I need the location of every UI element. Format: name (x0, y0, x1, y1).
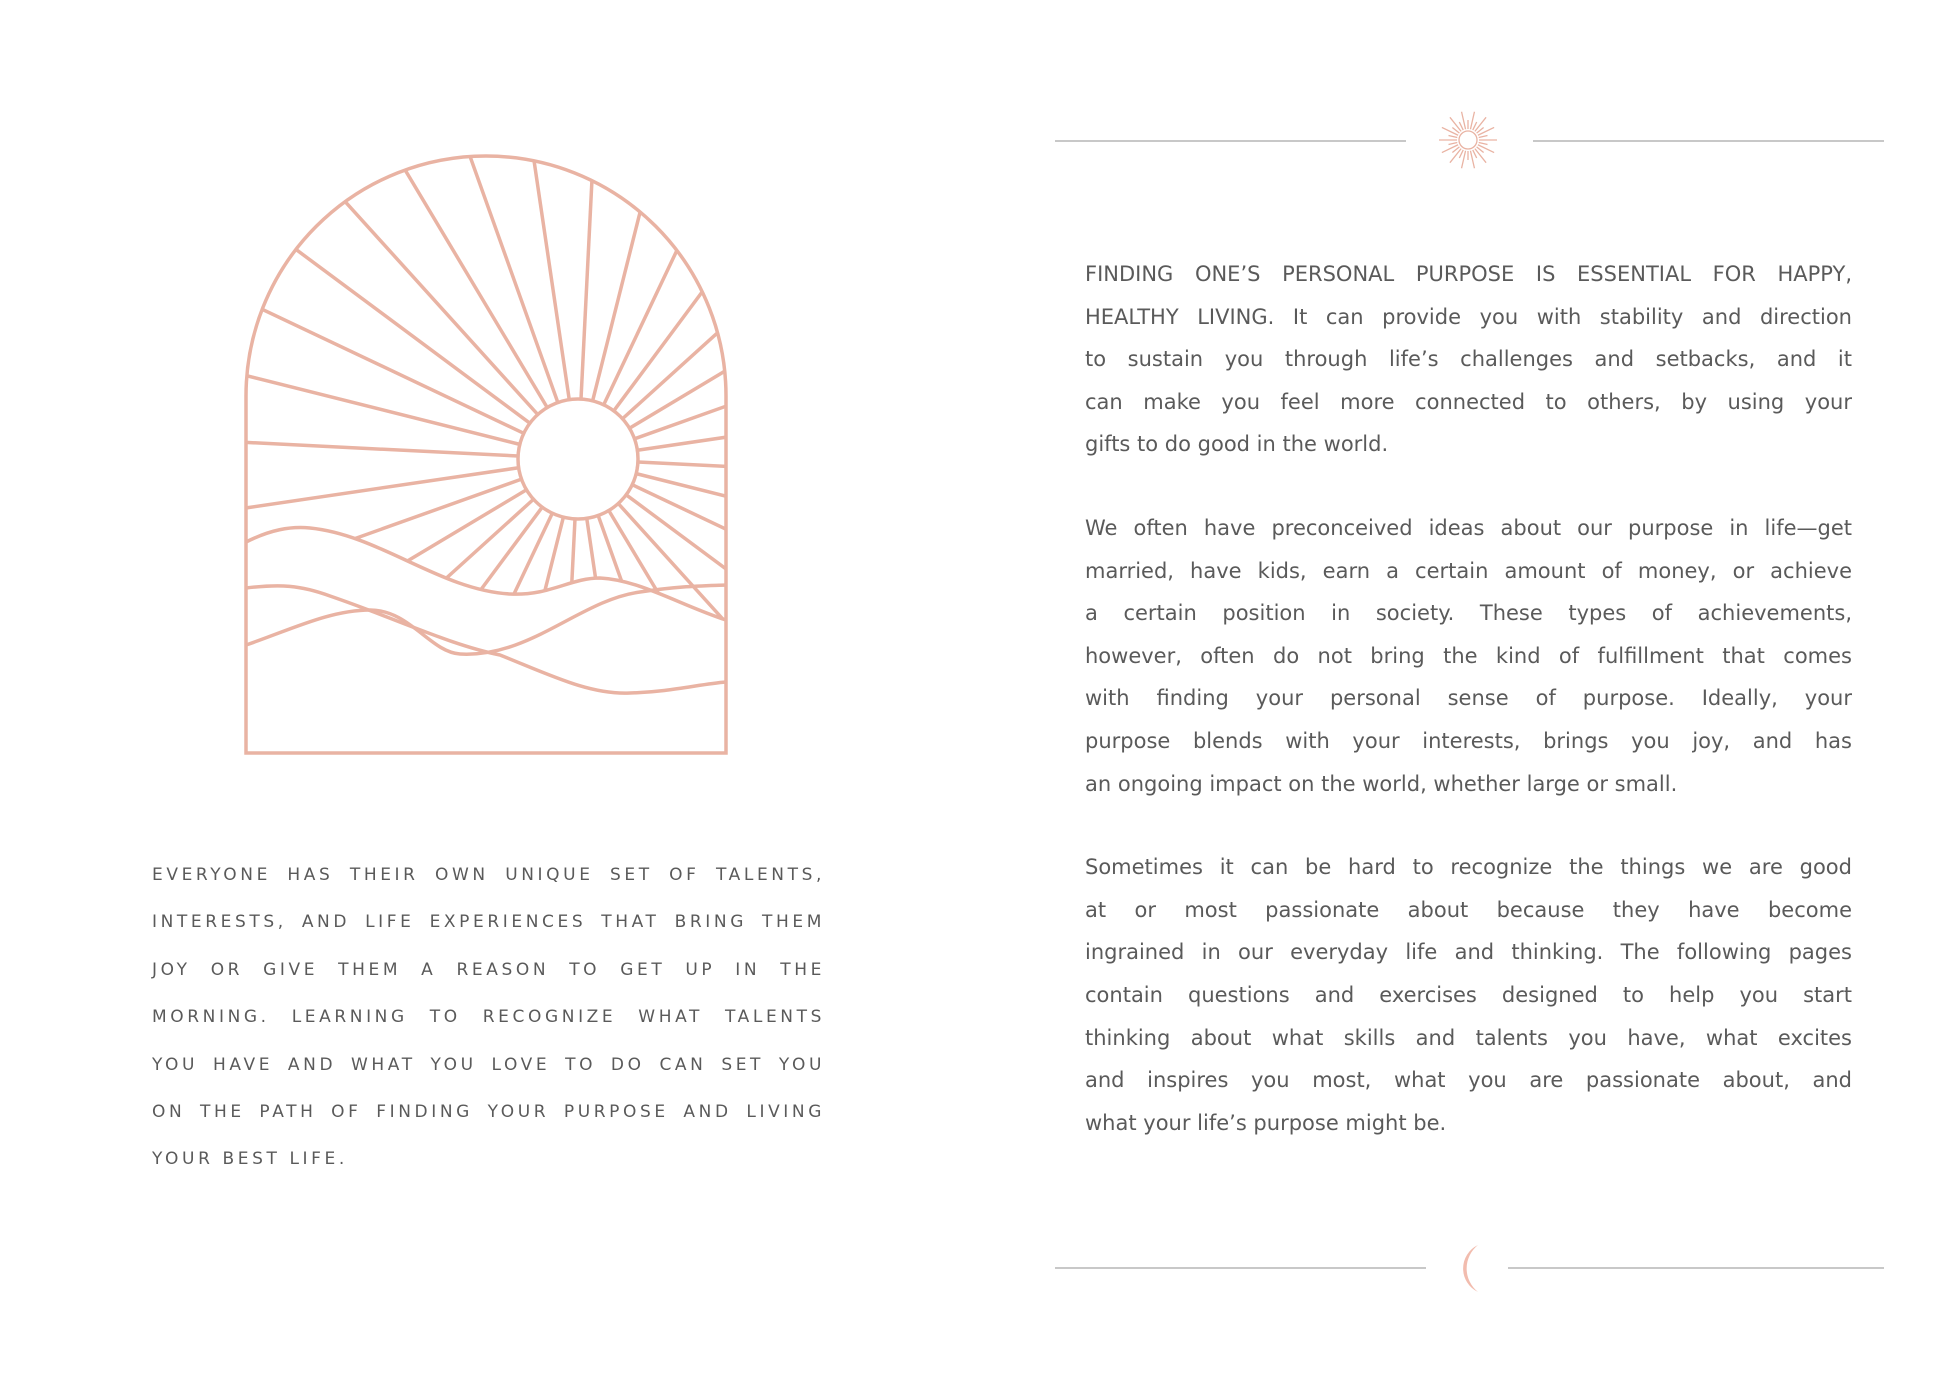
sunburst-ray (1478, 127, 1494, 135)
sunburst-ray (1478, 145, 1494, 153)
text-line: Sometimes it can be hard to recognize the things we are good (1085, 855, 1852, 880)
text-line: married, have kids, earn a certain amount of money, or achieve (1085, 558, 1852, 583)
body-paragraph-3 (1085, 846, 1852, 1144)
sunburst-ray (1442, 127, 1458, 135)
sun-ray (581, 0, 608, 399)
top-divider (1055, 112, 1884, 169)
sun-ray (626, 495, 1059, 817)
sun-ray (133, 499, 533, 861)
sunburst-center (1459, 131, 1477, 149)
intro-paragraph (152, 852, 825, 1184)
sunburst-ray (1479, 136, 1488, 138)
text-line: YOUR BEST LIFE. (152, 1149, 348, 1170)
sun-ray (96, 101, 529, 423)
text-line: ON THE PATH OF FINDING YOUR PURPOSE AND LIVING (152, 1101, 825, 1122)
text-line: HEALTHY LIVING. It can provide you with stability and direction (1085, 304, 1852, 329)
text-line: FINDING ONE’S PERSONAL PURPOSE IS ESSENTIAL FOR HAPPY, (1085, 262, 1852, 286)
sun-ray (376, 0, 557, 402)
sunburst-ray (1479, 142, 1488, 144)
body-paragraph-2 (1085, 507, 1852, 805)
sun-ray (593, 0, 725, 401)
crescent-moon-icon (1463, 1245, 1478, 1292)
text-line: JOY OR GIVE THEM A REASON TO GET UP IN THE (152, 959, 825, 980)
text-line: an ongoing impact on the world, whether large or small. (1085, 771, 1678, 796)
sun-ray (491, 0, 570, 400)
wave-2 (246, 586, 726, 693)
wave-3 (246, 585, 726, 654)
sun-ray (270, 0, 547, 408)
text-line: what your life’s purpose might be. (1085, 1110, 1447, 1135)
text-line: at or most passionate about because they have become (1085, 897, 1852, 922)
text-line: however, often do not bring the kind of fulfillment that comes (1085, 643, 1852, 668)
text-line: purpose blends with your interests, brings you joy, and has (1085, 728, 1852, 753)
text-line: YOU HAVE AND WHAT YOU LOVE TO DO CAN SET YOU (152, 1054, 825, 1075)
text-line: gifts to do good in the world. (1085, 432, 1389, 457)
sun-ray (614, 0, 936, 411)
text-line: to sustain you through life’s challenges and setbacks, and it (1085, 347, 1852, 372)
sun-circle (518, 399, 638, 519)
sun-ray (622, 56, 1022, 418)
text-line: EVERYONE HAS THEIR OWN UNIQUE SET OF TALENTS, (152, 865, 825, 885)
sunburst-ray (1449, 142, 1458, 144)
sun-ray (629, 151, 1092, 428)
sun-ray (635, 257, 1144, 438)
text-line: can make you feel more connected to others, by using your (1085, 389, 1852, 414)
text-line: and inspires you most, what you are passionate about, and (1085, 1068, 1852, 1093)
sunburst-ray (1449, 136, 1458, 138)
text-line: thinking about what skills and talents you have, what excites (1085, 1025, 1852, 1050)
sunburst-ray (1442, 145, 1458, 153)
text-line: with finding your personal sense of purpose. Ideally, your (1085, 686, 1852, 711)
text-line: INTERESTS, AND LIFE EXPERIENCES THAT BRING THEM (152, 912, 825, 933)
text-line: contain questions and exercises designed to help you start (1085, 982, 1852, 1007)
text-line: ingrained in our everyday life and thinking. The following pages (1085, 940, 1852, 965)
body-text (1085, 253, 1852, 1185)
body-paragraph-1 (1085, 253, 1852, 466)
text-line: We often have preconceived ideas about our purpose in life—get (1085, 515, 1852, 540)
text-line: MORNING. LEARNING TO RECOGNIZE WHAT TALENTS (152, 1007, 825, 1028)
sun-ray (618, 503, 980, 903)
sun-ray (0, 429, 518, 456)
bottom-divider (1055, 1245, 1884, 1292)
sun-ray (0, 313, 520, 445)
text-line: a certain position in society. These types of achievements, (1085, 601, 1852, 626)
